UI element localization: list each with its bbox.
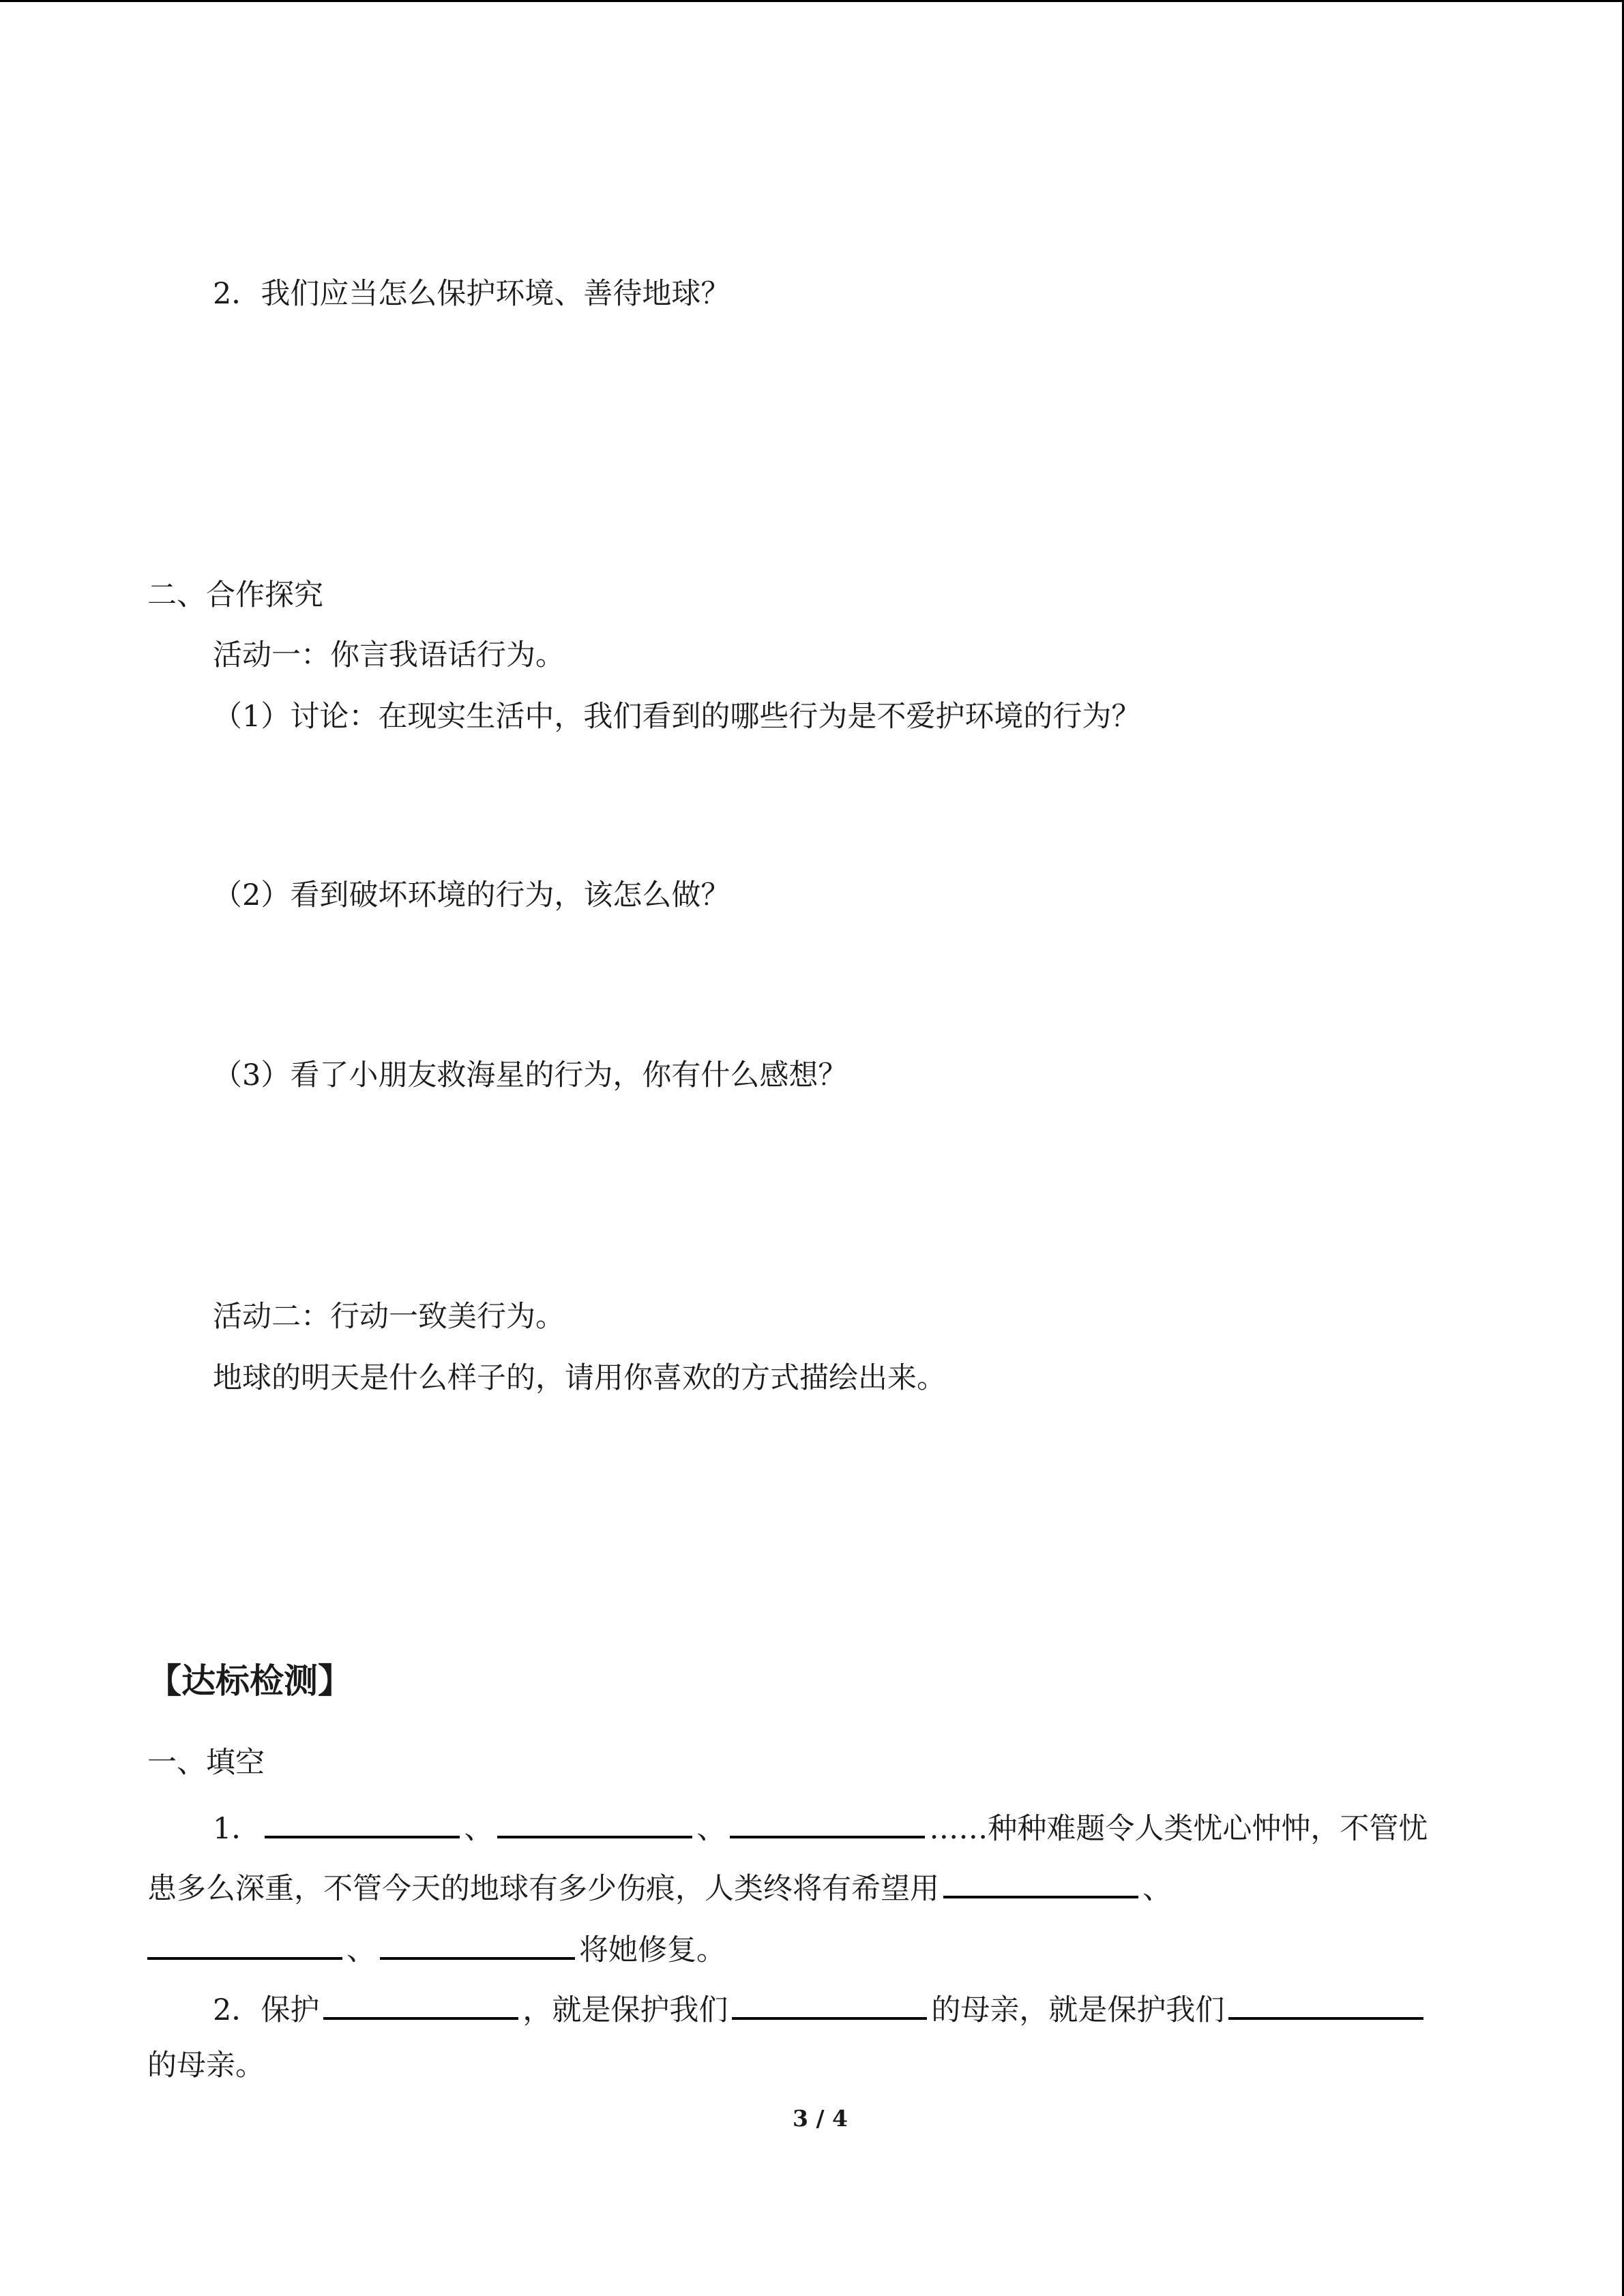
fill-q2-text-b: 的母亲，就是保护我们	[931, 1993, 1225, 2027]
fill-q1-separator: 、	[696, 1812, 726, 1846]
fill-q2-blank-2[interactable]	[732, 1990, 927, 2020]
fill-q1-blank-5[interactable]	[147, 1930, 342, 1960]
fill-q1-line3	[147, 1930, 726, 1965]
fill-q2-line2: 的母亲。	[147, 2048, 265, 2083]
activity-1-title: 活动一：你言我语话行为。	[213, 638, 565, 672]
fill-in-subheading: 一、填空	[147, 1746, 265, 1780]
fill-q2-blank-1[interactable]	[323, 1990, 518, 2020]
test-heading: 【达标检测】	[147, 1661, 352, 1701]
fill-q1-blank-1[interactable]	[265, 1808, 460, 1838]
fill-q2-prefix: 2．保护	[213, 1993, 320, 2027]
fill-q1-blank-2[interactable]	[497, 1808, 692, 1838]
page-number: 3 / 4	[793, 2105, 848, 2132]
fill-q1-separator: 、	[1142, 1872, 1172, 1906]
fill-q2-line1	[213, 1990, 1428, 2025]
fill-q1-blank-4[interactable]	[943, 1868, 1138, 1898]
activity-2-title: 活动二：行动一致美行为。	[213, 1300, 565, 1334]
fill-q1-text-c: 将她修复。	[579, 1933, 726, 1967]
fill-q1-text-b: 患多么深重，不管今天的地球有多少伤痕，人类终将有希望用	[147, 1872, 939, 1906]
section-title-cooperative-inquiry: 二、合作探究	[147, 578, 323, 612]
fill-q1-line1	[213, 1808, 1428, 1844]
fill-q1-blank-3[interactable]	[730, 1808, 925, 1838]
fill-q1-text-a: ……种种难题令人类忧心忡忡，不管忧	[929, 1812, 1428, 1846]
activity-1-item-2: （2）看到破坏环境的行为，该怎么做？	[213, 878, 730, 912]
activity-1-item-3: （3）看了小朋友救海星的行为，你有什么感想？	[213, 1058, 848, 1092]
fill-q1-number: 1．	[213, 1812, 261, 1846]
question-2: 2．我们应当怎么保护环境、善待地球？	[213, 277, 730, 311]
activity-2-description: 地球的明天是什么样子的，请用你喜欢的方式描绘出来。	[213, 1361, 946, 1395]
fill-q1-line2	[147, 1868, 1172, 1904]
fill-q2-blank-3[interactable]	[1228, 1990, 1423, 2020]
page-border-top	[0, 0, 1624, 2]
fill-q2-text-a: ，就是保护我们	[522, 1993, 728, 2027]
fill-q1-separator: 、	[464, 1812, 494, 1846]
fill-q1-separator: 、	[346, 1933, 376, 1967]
activity-1-item-1: （1）讨论：在现实生活中，我们看到的哪些行为是不爱护环境的行为？	[213, 700, 1141, 734]
fill-q1-blank-6[interactable]	[380, 1930, 575, 1960]
